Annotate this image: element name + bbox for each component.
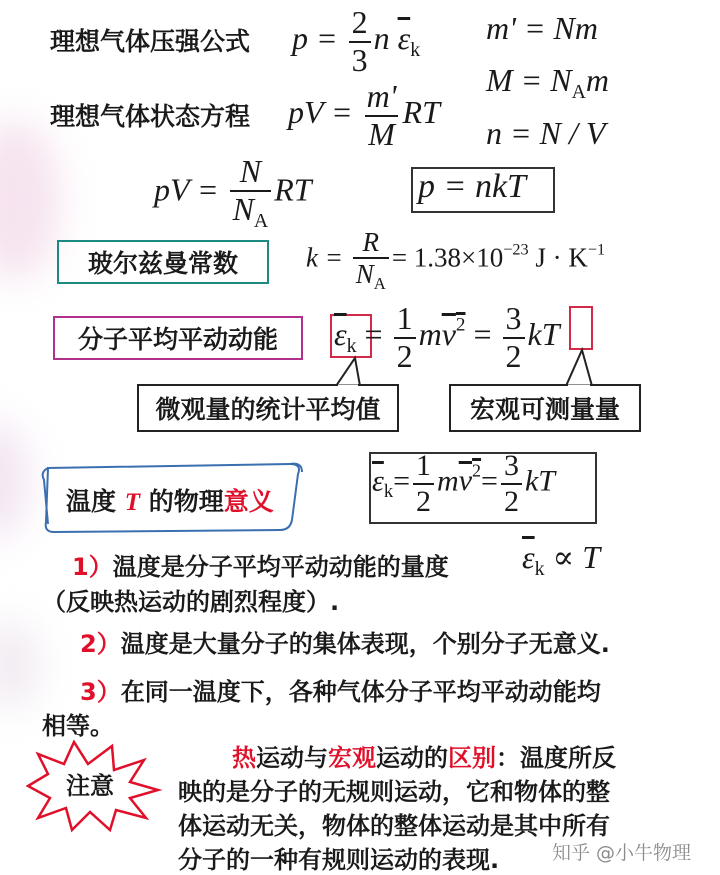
point-1: 1）温度是分子平均平动动能的量度 (72, 553, 449, 581)
fraction-N-over-NA: $\frac{N}{N_A}$ (230, 155, 272, 231)
callout-macroscopic-measurable: 宏观可测量量 (449, 384, 641, 432)
background-blob-pink (0, 420, 30, 540)
kinetic-energy-label: 分子平均平动动能 (53, 316, 303, 360)
temperature-kinetic-formula: $\overline{\varepsilon}_k=$ $\frac{1}{2}$ $mv^2=$ $\frac{3}{2}$ kT (372, 449, 555, 518)
point-1-line-2: （反映热运动的剧烈程度）. (42, 588, 340, 616)
background-blob-pink (0, 620, 40, 710)
state-equation-label: 理想气体状态方程 (50, 102, 251, 131)
note-line-1: 热运动与宏观运动的区别：温度所反 (232, 744, 616, 772)
point-3-line-2: 相等。 (42, 712, 114, 740)
note-line-4: 分子的一种有规则运动的表现. (178, 846, 500, 874)
note-line-3: 体运动无关，物体的整体运动是其中所有 (178, 812, 610, 840)
boltzmann-constant-label: 玻尔兹曼常数 (57, 240, 269, 284)
state-equation-n-form: pV = $\frac{N}{N_A}$ RT (154, 153, 312, 232)
pressure-formula: p = $\frac{2}{3}$ n $\overline{\varepsilon}_k$ (292, 4, 421, 78)
kinetic-energy-formula: $\overline{\varepsilon}_k$ = $\frac{1}{2}$ $mv^2$ = $\frac{3}{2}$ kT (334, 300, 560, 374)
boltzmann-constant-formula: k = $\frac{R}{N_A}$ = $1.38\times 10^{-23}$ $J \cdot K^{-1}$ (306, 227, 606, 294)
note-badge-label: 注意 (66, 772, 114, 800)
boxed-formula-p-nkT: p = nkT (418, 168, 526, 205)
temperature-highlight-box (569, 306, 593, 350)
fraction-three-halves: $\frac{3}{2}$ (503, 302, 525, 373)
number-density-relation: n = N / V (486, 115, 606, 151)
temperature-meaning-label: 温度 T 的物理意义 (66, 487, 274, 516)
point-1-proportional-formula: $\overline{\varepsilon}_k \propto T$ (522, 539, 600, 580)
right-callout-pointer (566, 350, 592, 386)
callout-microscopic-average: 微观量的统计平均值 (137, 384, 399, 432)
pressure-formula-label: 理想气体压强公式 (50, 27, 251, 56)
fraction-one-half: $\frac{1}{2}$ (394, 302, 416, 373)
fraction-m-prime-over-M: $\frac{m'}{M}$ (366, 78, 397, 152)
note-line-2: 映的是分子的无规则运动，它和物体的整 (178, 778, 610, 806)
fraction-R-over-NA: $\frac{R}{N_A}$ (353, 228, 389, 293)
mass-relation-m-prime: m' = Nm (486, 10, 598, 46)
point-2: 2）温度是大量分子的集体表现，个别分子无意义. (80, 630, 610, 658)
molar-mass-relation: $M = N_Am$ (486, 62, 610, 103)
point-3: 3）在同一温度下，各种气体分子平均平动动能均 (80, 678, 601, 706)
fraction-two-thirds: $\frac{2}{3}$ (349, 6, 371, 77)
watermark: 知乎 @小牛物理 (552, 842, 692, 864)
background-blob-pink (0, 120, 60, 280)
state-equation: pV = $\frac{m'}{M}$ RT (288, 78, 440, 152)
